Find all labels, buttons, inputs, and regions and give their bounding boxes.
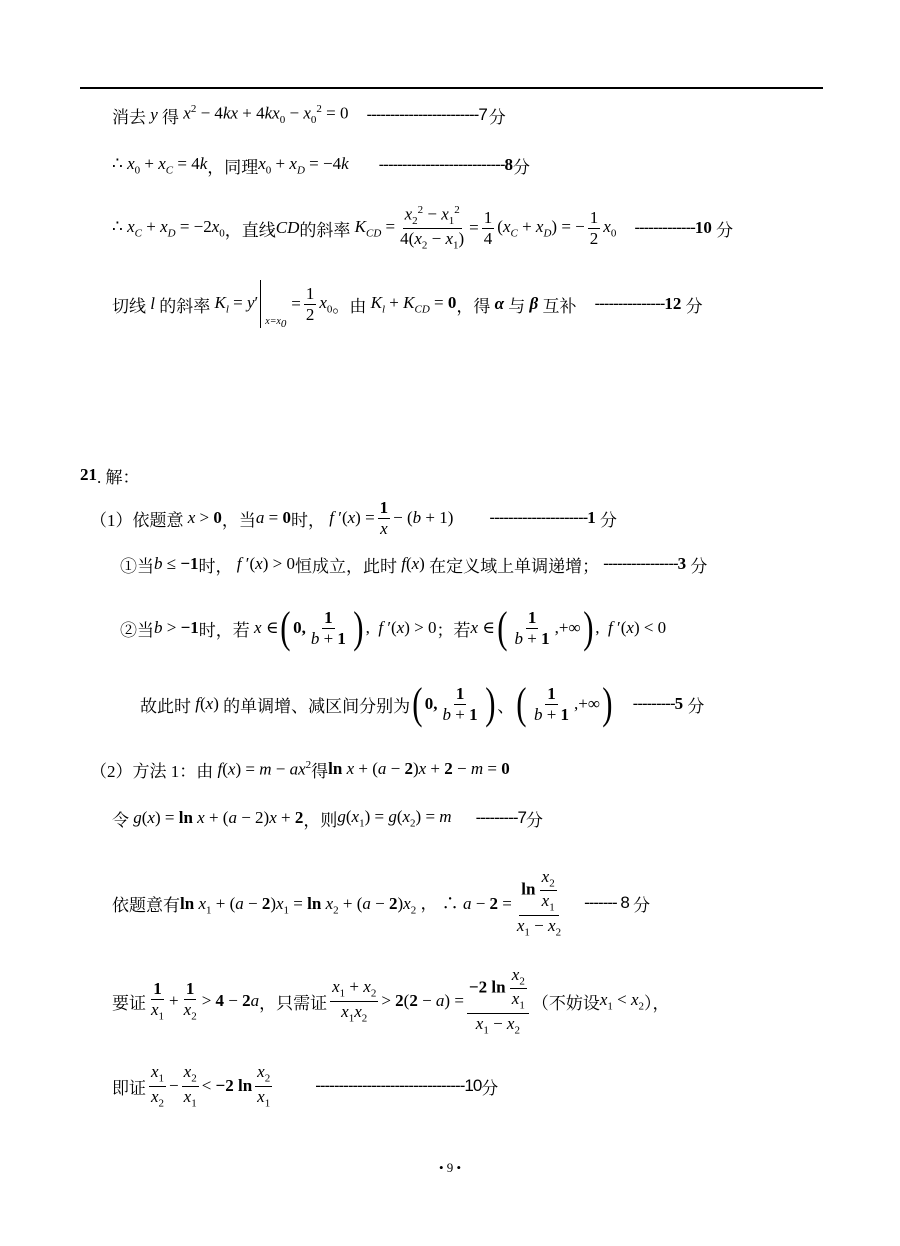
score-unit: 分	[687, 696, 705, 716]
line-equivalent: 即证 $\frac{x_1}{x_2}$ − $\frac{x_2}{x_1}$ < −2 ln $\frac{x_2}{x_1}$ --------------------------------10 分	[112, 1062, 499, 1109]
text: 。由	[332, 296, 367, 316]
score-unit: 分	[716, 220, 734, 240]
score-value: 8	[504, 155, 513, 174]
text: ，直线	[224, 220, 276, 240]
score-value: 10	[694, 218, 712, 237]
text: 切线	[112, 296, 146, 316]
score-unit: 分	[525, 810, 543, 830]
score-value: 12	[664, 294, 682, 313]
text: ①当	[120, 556, 154, 576]
score-dashes: ---------------------	[489, 508, 588, 527]
page-number: 9	[446, 1160, 454, 1175]
text: 在定义域上单调递增；	[429, 556, 600, 576]
text: ，则	[303, 810, 338, 830]
text: 的斜率	[299, 220, 351, 240]
score-value: 1	[587, 508, 596, 527]
text: ；若	[436, 620, 471, 640]
text: 的单调增、减区间分别为	[223, 696, 411, 716]
text: ②当	[120, 620, 154, 640]
line-tangent-slope: 切线 l 的斜率 $K_l = y'$ $x=x_0$ = $\frac{1}{2}$ $x_0$ 。由 $K_l + K_{CD} = 0$ ，得 α 与 β 互补 --------------- 12 分	[112, 276, 703, 332]
text: ，同理	[207, 157, 259, 177]
text: 的斜率	[159, 296, 211, 316]
part-tag: （1）	[90, 510, 133, 530]
score-unit: 分	[512, 157, 530, 177]
text: ，只需证	[259, 993, 328, 1013]
text: 故此时	[140, 696, 191, 716]
score-dashes: -------------	[634, 218, 695, 237]
line-sum-roots: ∴ $x_0 + x_C = 4k$ ，同理 $x_0 + x_D = -4k$ --------------------------- 8 分	[112, 153, 530, 177]
text: 要证	[112, 993, 146, 1013]
score-value: 5	[674, 694, 684, 713]
line-to-prove: 要证 $\frac{1}{x_1}$ + $\frac{1}{x_2}$ > 4 − 2a ，只需证 $\frac{x_1 + x_2}{x_1x_2}$ > 2(2 − a) = −2 ln $\frac{x_2}{x_1}$ $x_1 - x_2$ （不妨设 $x_1 < x_2$ ），	[112, 965, 670, 1036]
text: 时，若	[198, 620, 250, 640]
question-number: 21	[80, 465, 97, 484]
score-dashes: ---------------	[594, 294, 665, 313]
score-dashes: ---------7	[475, 808, 526, 827]
text: 即证	[112, 1078, 146, 1098]
score-value: 3	[677, 554, 687, 573]
text: 互补	[542, 296, 577, 316]
text: 与	[508, 296, 526, 316]
text: ，得	[456, 296, 491, 316]
question-21-heading	[80, 463, 140, 487]
score-unit: 分	[690, 556, 708, 576]
score-dashes: ---------------------------	[378, 155, 505, 174]
line-a-minus-2: 依题意有 $\ln x_1 + (a - 2)x_1 = \ln x_2 + (a - 2)x_2$ ， ∴ a − 2 = ln $\frac{x_2}{x_1}$ $x_1 - x_2$ ------- 8 分	[112, 867, 651, 938]
score-dashes: --------------------------------10	[315, 1076, 482, 1095]
text: . 解：	[97, 467, 140, 487]
score-unit: 分	[481, 1078, 499, 1098]
text: ），	[644, 993, 670, 1013]
score-unit: 分	[488, 107, 506, 127]
text: 依题意有	[112, 895, 180, 915]
part2-method: （2） 方法 1：由 $f(x) = m - ax^2$ 得 ln x + (a − 2)x + 2 − m = 0	[90, 756, 510, 782]
text: 依题意	[132, 510, 184, 530]
part1-derivative: （1） 依题意 x > 0 ，当 a = 0 时， f ′(x) = $\frac{1}{x}$ − (b + 1) --------------------- 1 分	[90, 497, 618, 538]
case-conclusion: 故此时 f(x) 的单调增、减区间分别为 ( 0, $\frac{1}{b + 1}$ ) 、 ( $\frac{1}{b + 1}$ ,+∞ ) --------- 5 分	[140, 679, 705, 728]
text: 消去	[112, 107, 146, 127]
text: 、	[497, 696, 515, 716]
text: 时，	[290, 510, 325, 530]
page-footer: • 9 •	[438, 1160, 462, 1175]
text: 得	[162, 107, 180, 127]
text: 恒成立，此时	[294, 556, 397, 576]
line-slope-cd: ∴ $x_C + x_D = -2x_0$ ，直线 CD 的斜率 $K_{CD}$ = $\frac{x_2^2 - x_1^2}{4(x_2 - x_1)}$ = $\frac{1}{4}$ $(x_C + x_D)$ = − $\frac{1}{2}$ $x_0$ ------------- 10 分	[112, 204, 734, 252]
score-dashes: ------------------------7	[366, 105, 487, 124]
score-dashes: ----------------	[603, 554, 678, 573]
part-tag: （2）	[90, 761, 133, 781]
text: ，当	[221, 510, 256, 530]
line-define-g: 令 g(x) = ln x + (a − 2)x + 2 ，则 $g(x_1) = g(x_2) = m$ ---------7 分	[112, 806, 543, 830]
score-unit: 分	[685, 296, 703, 316]
case2-intervals: ②当 b > −1 时，若 x ∈ ( 0, $\frac{1}{b + 1}$ ) , f ′(x) > 0 ；若 x ∈ ( $\frac{1}{b + 1}$ ,+∞ ) , f ′(x) < 0	[120, 603, 667, 652]
score-dashes: ------- 8	[584, 893, 629, 912]
score-unit: 分	[600, 510, 618, 530]
text: 时，	[198, 556, 233, 576]
case1-increasing: ①当 b ≤ −1 时， f ′(x) > 0 恒成立，此时 f(x) 在定义域上单调递增； ---------------- 3 分	[120, 551, 707, 577]
text: 方法 1：由	[132, 761, 214, 781]
text: （不妨设	[531, 993, 600, 1013]
header-rule	[80, 87, 823, 89]
score-unit: 分	[633, 895, 651, 915]
text: 令	[112, 810, 129, 830]
text: 得	[311, 761, 329, 781]
score-dashes: ---------	[632, 694, 675, 713]
line-eliminate-y: 消去 y 得 $x^2 - 4kx + 4kx_0 - x_0^2 = 0$ ------------------------7 分	[112, 103, 506, 127]
